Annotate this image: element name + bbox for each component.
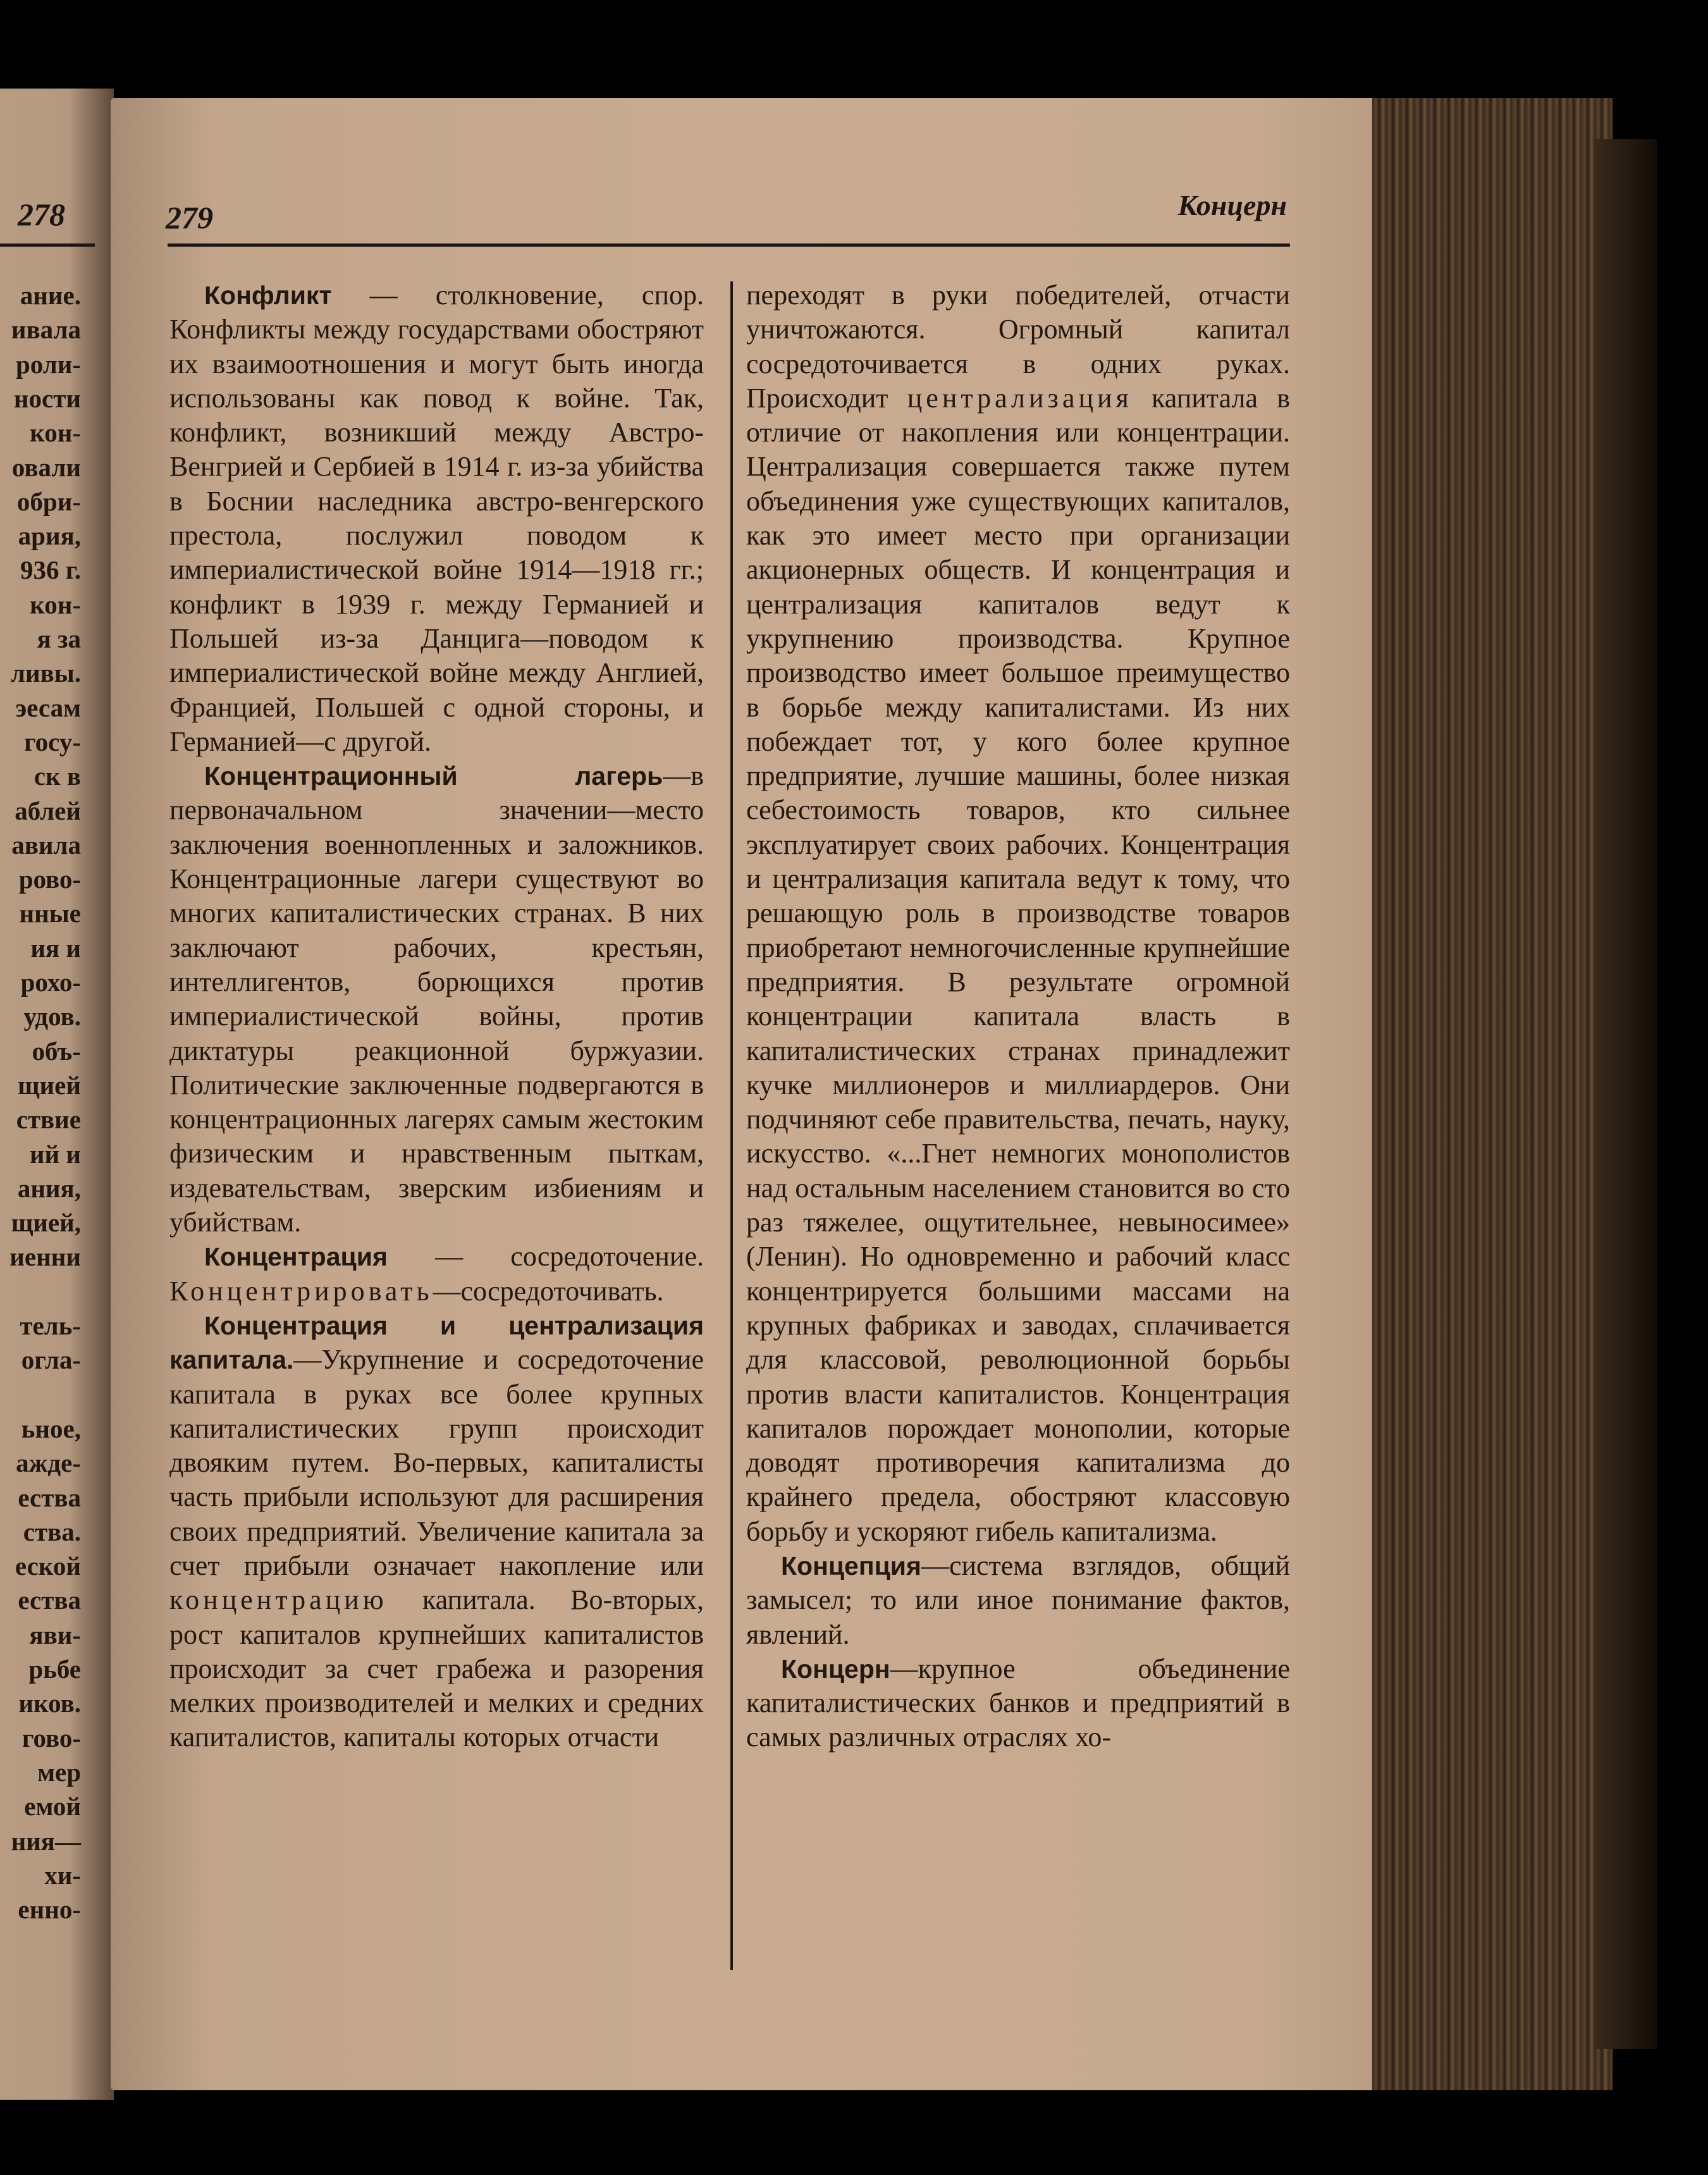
entry-headword: Концерн (781, 1654, 890, 1684)
previous-page-fragment: ание. (20, 281, 81, 310)
previous-page-fragment: ния— (11, 1826, 81, 1856)
previous-page-number: 278 (18, 197, 65, 232)
previous-page-fragment: ск в (34, 761, 81, 791)
previous-page-fragment: ажде- (16, 1448, 81, 1478)
previous-page-fragment: рохо- (20, 968, 81, 997)
dictionary-entry (169, 759, 704, 1240)
entry-text-tail: —сосредоточивать. (433, 1275, 664, 1307)
page-number: 279 (166, 200, 213, 235)
previous-page-fragment: ливы. (10, 658, 81, 688)
entry-text: —крупное объединение капиталистических банков и предприятий в самых различных отраслях хо- (746, 1653, 1290, 1753)
page-stack-shadow (1594, 139, 1657, 2049)
previous-page-fragment: кон- (30, 418, 81, 448)
previous-page-fragment: обри- (16, 486, 81, 516)
dictionary-entry (169, 278, 704, 759)
previous-page-fragment: рьбе (28, 1654, 81, 1684)
previous-page-fragment: яви- (29, 1620, 81, 1649)
previous-page-fragment: аблей (15, 796, 81, 825)
previous-page-fragment: ивала (11, 315, 81, 345)
previous-page-fragment: овали (11, 452, 81, 482)
previous-page-fragment: ствие (16, 1105, 81, 1135)
text-column-left (169, 278, 704, 1755)
previous-page-fragment: иков. (18, 1689, 81, 1718)
previous-page-fragment: мер (37, 1757, 81, 1787)
previous-page-fragment: ия и (30, 933, 81, 963)
entry-text-tail: капитала в отличие от накопления или концентрации. Централизация совершается также путем объединения уже существующих капиталов, как это имеет место при организации акционерных обществ. И концентрация и централизация капиталов ведут к укрупнению производства. Крупное производство имеет большое преимущество в борьбе между капиталистами. Из них побеждает тот, у кого более крупное предприятие, лучшие машины, более низкая себестоимость товаров, кто сильнее эксплуатирует своих рабочих. Концентрация и централизация капитала ведут к тому, что решающую роль в производстве товаров приобретают немногочисленные крупнейшие предприятия. В результате огромной концентрации капитала власть в капиталистических странах принадлежит кучке миллионеров и миллиардеров. Они подчиняют себе правительства, печать, науку, искусство. «...Гнет немногих монополистов над остальным населением становится во сто раз тяжелее, ощутительнее, невыносимее» (Ленин). Но одновременно и рабочий класс концентрируется большими массами на крупных фабриках и заводах, сплачивается для классовой, революционной борьбы против власти капиталистов. Концентрация капиталов порождает монополии, которые доводят противоречия капитализма до крайнего предела, обостряют классовую борьбу и ускоряют гибель капитализма. (746, 382, 1290, 1547)
previous-page-edge (0, 89, 114, 2100)
entry-headword: Концентрация (204, 1242, 388, 1272)
entry-text: — сосредоточение. (387, 1241, 704, 1272)
page-stack-edge (1372, 98, 1613, 2090)
dictionary-entry (746, 1549, 1290, 1652)
previous-page-fragment: иенни (9, 1242, 81, 1272)
previous-page-fragment: объ- (32, 1036, 81, 1066)
entry-text: — столкновение, спор. Конфликты между государствами обостряют их взаимоотношения и могут быть иногда использованы как повод к войне. Так, конфликт, возникший между Австро-Венгрией и Сербией в 1914 г. из-за убийства в Боснии наследника австро-венгерского престола, послужил поводом к империалистической войне 1914—1918 гг.; конфликт в 1939 г. между Германией и Польшей из-за Данцига—поводом к империалистической войне между Англией, Францией, Польшей с одной стороны, и Германией—с другой. (169, 280, 704, 757)
running-head: Концерн (1177, 189, 1287, 221)
previous-page-fragment: ания, (17, 1173, 81, 1203)
previous-page-fragment: ария, (18, 521, 81, 551)
entry-text: —Укрупнение и сосредоточение капитала в руках все более крупных капиталистических групп происходит двояким путем. Во-первых, капиталисты часть прибыли используют для расширения своих предприятий. Увеличение капитала за счет прибыли означает накопление или (169, 1344, 704, 1581)
entry-headword: Концентрация и централизация капитала. (169, 1310, 704, 1375)
previous-page-fragment: ества (18, 1586, 81, 1615)
previous-page-fragment: енно- (18, 1895, 81, 1925)
previous-page-fragment: удов. (23, 1002, 81, 1032)
previous-page-fragment: огла- (21, 1345, 81, 1375)
dictionary-entry (746, 1652, 1290, 1755)
previous-page-fragment: ий и (29, 1139, 81, 1169)
spaced-term: централизация (907, 382, 1133, 414)
previous-page-fragment: ства. (23, 1517, 81, 1546)
previous-page-fragment: 936 г. (20, 555, 81, 585)
previous-page-fragment: кон- (30, 589, 81, 619)
entry-headword: Концепция (781, 1551, 921, 1580)
header-rule (168, 243, 1290, 247)
entry-text: переходят в руки победителей, отчасти уничтожаются. Огромный капитал сосредоточивается в одних руках. Происходит (746, 280, 1290, 414)
previous-page-fragment: щией, (11, 1208, 81, 1238)
continued-paragraph (746, 278, 1290, 1549)
entry-headword: Концентрационный лагерь (204, 761, 663, 791)
previous-page-fragment: рово- (18, 865, 81, 894)
previous-page-header-rule (0, 243, 95, 247)
spaced-term: концентрацию (169, 1584, 388, 1616)
previous-page-fragment: авила (11, 830, 81, 860)
entry-headword: Конфликт (204, 281, 332, 310)
previous-page-fragment: хи- (44, 1860, 81, 1890)
previous-page-fragment: я за (37, 624, 81, 653)
previous-page-fragment: ьное, (21, 1414, 81, 1443)
previous-page-fragment: щией (17, 1070, 81, 1100)
entry-text: —в первоначальном значении—место заключения военнопленных и заложников. Концентрационные лагери существуют во многих капиталистических странах. В них заключают рабочих, крестьян, интеллигентов, борющихся против империалистической войны, против диктатуры реакционной буржуазии. Политические заключенные подвергаются в концентрационных лагерях самым жестоким физическим и нравственным пыткам, издевательствам, зверским избиениям и убийствам. (169, 760, 704, 1238)
dictionary-entry (169, 1309, 704, 1755)
text-column-right (746, 278, 1290, 1755)
previous-page-fragment: роли- (15, 349, 81, 379)
column-divider (730, 281, 733, 1970)
previous-page-fragment: тель- (20, 1311, 81, 1340)
previous-page-fragment: ности (13, 383, 81, 413)
previous-page-fragment: гово- (22, 1723, 81, 1753)
previous-page-fragment: ества (18, 1482, 81, 1512)
entry-text-tail: капитала. Во-вторых, рост капиталов крупнейших капиталистов происходит за счет грабежа и разорения мелких производителей и мелких и средних капиталистов, капиталы которых отчасти (169, 1584, 704, 1753)
spaced-term: Концентрировать (169, 1275, 433, 1307)
dictionary-entry (169, 1240, 704, 1309)
entry-text: —система взглядов, общий замысел; то или иное понимание фактов, явлений. (746, 1550, 1290, 1650)
previous-page-fragment: емой (24, 1792, 81, 1821)
previous-page-fragment: нные (19, 899, 81, 928)
previous-page-fragment: еской (15, 1551, 81, 1581)
previous-page-fragment: госу- (24, 727, 81, 756)
previous-page-fragment: эесам (15, 693, 81, 722)
